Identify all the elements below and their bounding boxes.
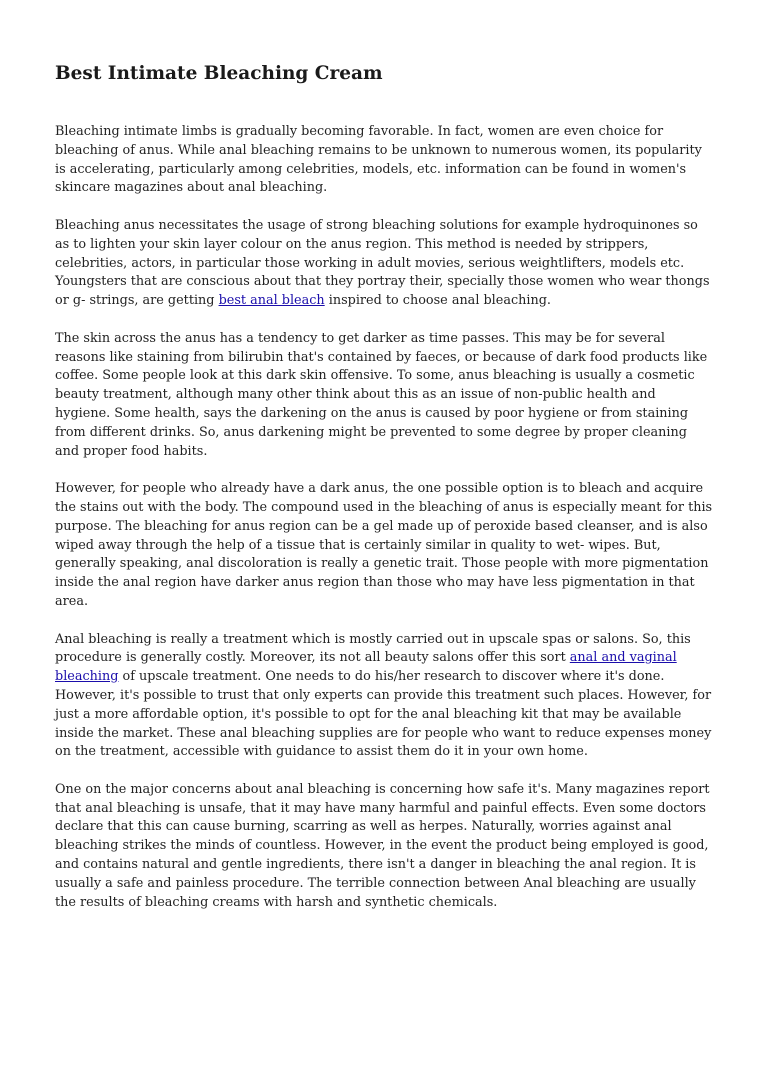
text-fragment: of upscale treatment. One needs to do his/her research to discover where it's done. [118,669,665,685]
anal-and-vaginal-bleaching-link[interactable]: anal and vaginal [569,650,677,666]
text-line: just a more affordable option, it's possible to opt for the anal bleaching kit that may be available [55,706,682,722]
text-fragment: procedure is generally costly. Moreover, its not all beauty salons offer this sort [55,650,570,666]
text-fragment: inspired to choose anal bleaching. [324,293,551,309]
text-line: inside the anal region have darker anus region than those who may have less pigmentation in that [55,575,695,591]
page-title: Best Intimate Bleaching Cream [55,63,383,84]
text-line: beauty treatment, although many other think about this as an issue of non-public health and [55,387,656,403]
paragraph-1 [55,123,717,198]
text-line: the results of bleaching creams with harsh and synthetic chemicals. [55,894,498,910]
text-line: and contains natural and gentle ingredients, there isn't a danger in bleaching the anal region. It is [55,857,696,873]
text-line: usually a safe and painless procedure. The terrible connection between Anal bleaching are usually [55,875,696,891]
text-line: and proper food habits. [55,443,208,459]
text-line: that anal bleaching is unsafe, that it may have many harmful and painful effects. Even some doctors [55,800,706,816]
text-line: Bleaching anus necessitates the usage of strong bleaching solutions for example hydroquinones so [55,217,698,233]
text-line: However, for people who already have a dark anus, the one possible option is to bleach and acquire [55,481,704,497]
text-line: The skin across the anus has a tendency to get darker as time passes. This may be for several [55,330,666,346]
text-line: the stains out with the body. The compound used in the bleaching of anus is especially meant for this [55,499,713,515]
paragraph-5 [55,631,717,763]
text-line: inside the market. These anal bleaching supplies are for people who want to reduce expenses money [55,725,712,741]
text-line: celebrities, actors, in particular those working in adult movies, serious weightlifters, models etc. [55,255,685,271]
text-line: bleaching of anus. While anal bleaching remains to be unknown to numerous women, its popularity [55,142,702,158]
text-line: area. [55,593,89,609]
text-line: reasons like staining from bilirubin that's contained by faeces, or because of dark food products like [55,349,708,365]
text-line: Bleaching intimate limbs is gradually becoming favorable. In fact, women are even choice for [55,124,664,139]
text-line: bleaching strikes the minds of countless. However, in the event the product being employed is good, [55,838,709,854]
text-line: However, it's possible to trust that only experts can provide this treatment such places. However, for [55,687,712,703]
paragraph-6 [55,781,717,913]
text-line: purpose. The bleaching for anus region can be a gel made up of peroxide based cleanser, and is also [55,518,708,534]
text-line: Anal bleaching is really a treatment which is mostly carried out in upscale spas or salons. So, this [55,631,691,647]
paragraph-4 [55,480,717,612]
paragraph-3 [55,330,717,462]
text-line: from different drinks. So, anus darkening might be prevented to some degree by proper cleaning [55,424,687,440]
text-line: on the treatment, accessible with guidance to assist them do it in your own home. [55,744,588,760]
text-line: Youngsters that are conscious about that they portray their, specially those women who wear thongs [55,274,710,290]
text-line: One on the major concerns about anal bleaching is concerning how safe it's. Many magazines report [55,781,710,797]
text-line: declare that this can cause burning, scarring as well as herpes. Naturally, worries against anal [55,819,672,835]
anal-and-vaginal-bleaching-link-continued[interactable]: bleaching [55,669,119,685]
text-fragment: or g- strings, are getting [55,293,219,309]
text-line: is accelerating, particularly among celebrities, models, etc. information can be found in women's [55,161,687,177]
text-line: generally speaking, anal discoloration is really a genetic trait. Those people with more pigmentation [55,556,709,572]
text-line: coffee. Some people look at this dark skin offensive. To some, anus bleaching is usually a cosmetic [55,368,695,384]
text-line: wiped away through the help of a tissue that is certainly similar in quality to wet- wipes. But, [55,537,661,553]
best-anal-bleach-link[interactable]: best anal bleach [218,293,325,309]
text-line: skincare magazines about anal bleaching. [55,180,328,196]
paragraph-2 [55,217,717,311]
text-line: as to lighten your skin layer colour on the anus region. This method is needed by strippers, [55,236,649,252]
text-line: hygiene. Some health, says the darkening on the anus is caused by poor hygiene or from staining [55,405,689,421]
article-body [55,123,717,931]
